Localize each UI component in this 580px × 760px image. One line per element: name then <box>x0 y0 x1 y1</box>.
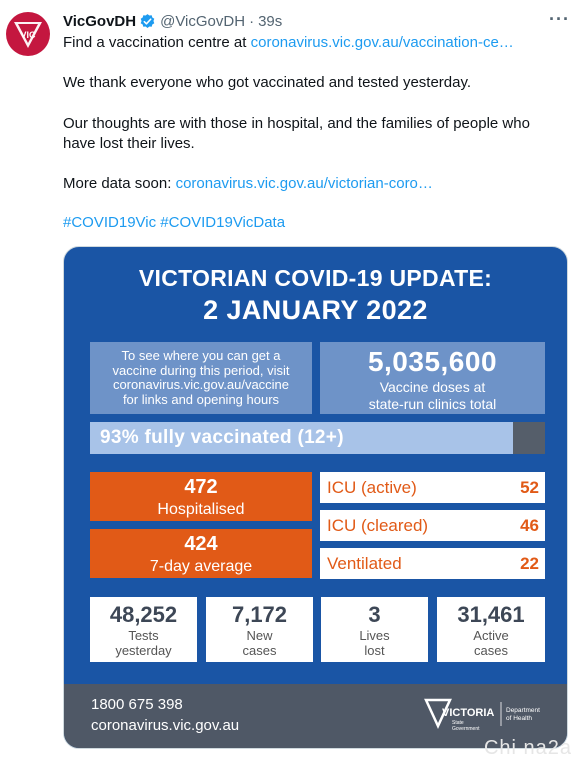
stat-label: lost <box>364 642 385 658</box>
hashtag-covid19vic[interactable]: #COVID19Vic <box>63 214 157 231</box>
info-line: vaccine during this period, visit <box>112 362 290 378</box>
tweet-hashtags <box>63 213 563 233</box>
icu-active-label: ICU (active) <box>327 478 417 497</box>
svg-text:VICTORIA: VICTORIA <box>442 707 495 719</box>
doses-value: 5,035,600 <box>367 346 498 377</box>
tweet-timestamp[interactable]: 39s <box>258 12 283 30</box>
hospitalised-label: Hospitalised <box>157 501 245 518</box>
covid-update-image[interactable] <box>63 246 568 749</box>
vic-logo-icon <box>6 12 50 56</box>
footer-phone: 1800 675 398 <box>91 696 183 713</box>
author-name[interactable]: VicGovDH <box>63 12 137 30</box>
author-handle[interactable]: @VicGovDH <box>160 12 246 30</box>
tweet-line-3a: Our thoughts are with those in hospital, and the families of people who <box>63 115 530 132</box>
verified-badge-icon <box>139 13 156 30</box>
progress-label: 93% fully vaccinated (12+) <box>100 427 344 448</box>
stat-label: Lives <box>359 628 390 643</box>
footer-url: coronavirus.vic.gov.au <box>91 717 240 734</box>
stat-label: Active <box>473 628 509 643</box>
tweet-line-4 <box>63 174 563 194</box>
icu-active-value: 52 <box>520 478 539 497</box>
doses-label-2: state-run clinics total <box>368 396 497 412</box>
separator-dot: · <box>249 12 255 30</box>
icu-cleared-label: ICU (cleared) <box>327 516 429 535</box>
stat-tests <box>90 597 197 662</box>
icu-cleared-row <box>320 510 545 541</box>
card-date: 2 JANUARY 2022 <box>203 295 428 325</box>
vaccination-progress-bar <box>90 422 545 454</box>
info-line: coronavirus.vic.gov.au/vaccine <box>112 377 290 392</box>
card-title: VICTORIAN COVID-19 UPDATE: <box>138 265 493 291</box>
tweet-line-3b: have lost their lives. <box>63 135 195 152</box>
avatar[interactable] <box>6 12 50 56</box>
tweet-line-2: We thank everyone who got vaccinated and tested yesterday. <box>63 74 472 91</box>
stat-active-cases <box>437 597 545 662</box>
stat-label: yesterday <box>115 642 172 658</box>
stat-new-cases <box>206 597 313 662</box>
avg-value: 424 <box>184 533 218 555</box>
svg-text:Government: Government <box>452 726 480 732</box>
line4-text: More data soon: <box>63 175 176 192</box>
icu-active-row <box>320 472 545 503</box>
stat-label: New <box>246 628 273 643</box>
hashtag-covid19vicdata[interactable]: #COVID19VicData <box>160 214 286 231</box>
hospitalised-box <box>90 472 312 521</box>
stat-value: 31,461 <box>457 602 525 627</box>
stat-lives-lost <box>321 597 428 662</box>
icu-cleared-value: 46 <box>520 516 539 535</box>
stat-label: cases <box>242 642 277 658</box>
line1-text: Find a vaccination centre at <box>63 34 251 51</box>
stat-value: 48,252 <box>109 602 178 627</box>
vaccination-centre-link[interactable]: coronavirus.vic.gov.au/vaccination-ce… <box>250 34 514 51</box>
vaccine-info-box <box>90 342 312 414</box>
avatar-label: VIC <box>20 30 36 40</box>
stat-value: 7,172 <box>231 602 288 627</box>
watermark: Chi na2a <box>483 737 572 759</box>
tweet-header <box>63 11 570 31</box>
stat-label: cases <box>474 642 508 658</box>
doses-label-1: Vaccine doses at <box>379 379 486 395</box>
hospitalised-value: 472 <box>184 476 218 498</box>
victoria-government-logo-icon <box>424 696 549 734</box>
stat-value: 3 <box>368 602 381 627</box>
svg-text:of Health: of Health <box>506 715 533 722</box>
seven-day-average-box <box>90 529 312 578</box>
ventilated-value: 22 <box>520 554 539 573</box>
info-line: To see where you can get a <box>121 348 281 363</box>
tweet-line-1 <box>63 33 563 53</box>
ventilated-label: Ventilated <box>327 554 402 573</box>
data-link[interactable]: coronavirus.vic.gov.au/victorian-coro… <box>175 175 433 192</box>
vaccine-doses-box <box>320 342 545 414</box>
info-line: for links and opening hours <box>122 391 280 407</box>
ventilated-row <box>320 548 545 579</box>
svg-text:Department: Department <box>506 707 540 714</box>
more-options-icon[interactable]: ··· <box>549 9 570 29</box>
stat-label: Tests <box>128 628 159 643</box>
svg-text:State: State <box>452 720 464 726</box>
avg-label: 7-day average <box>149 558 253 575</box>
